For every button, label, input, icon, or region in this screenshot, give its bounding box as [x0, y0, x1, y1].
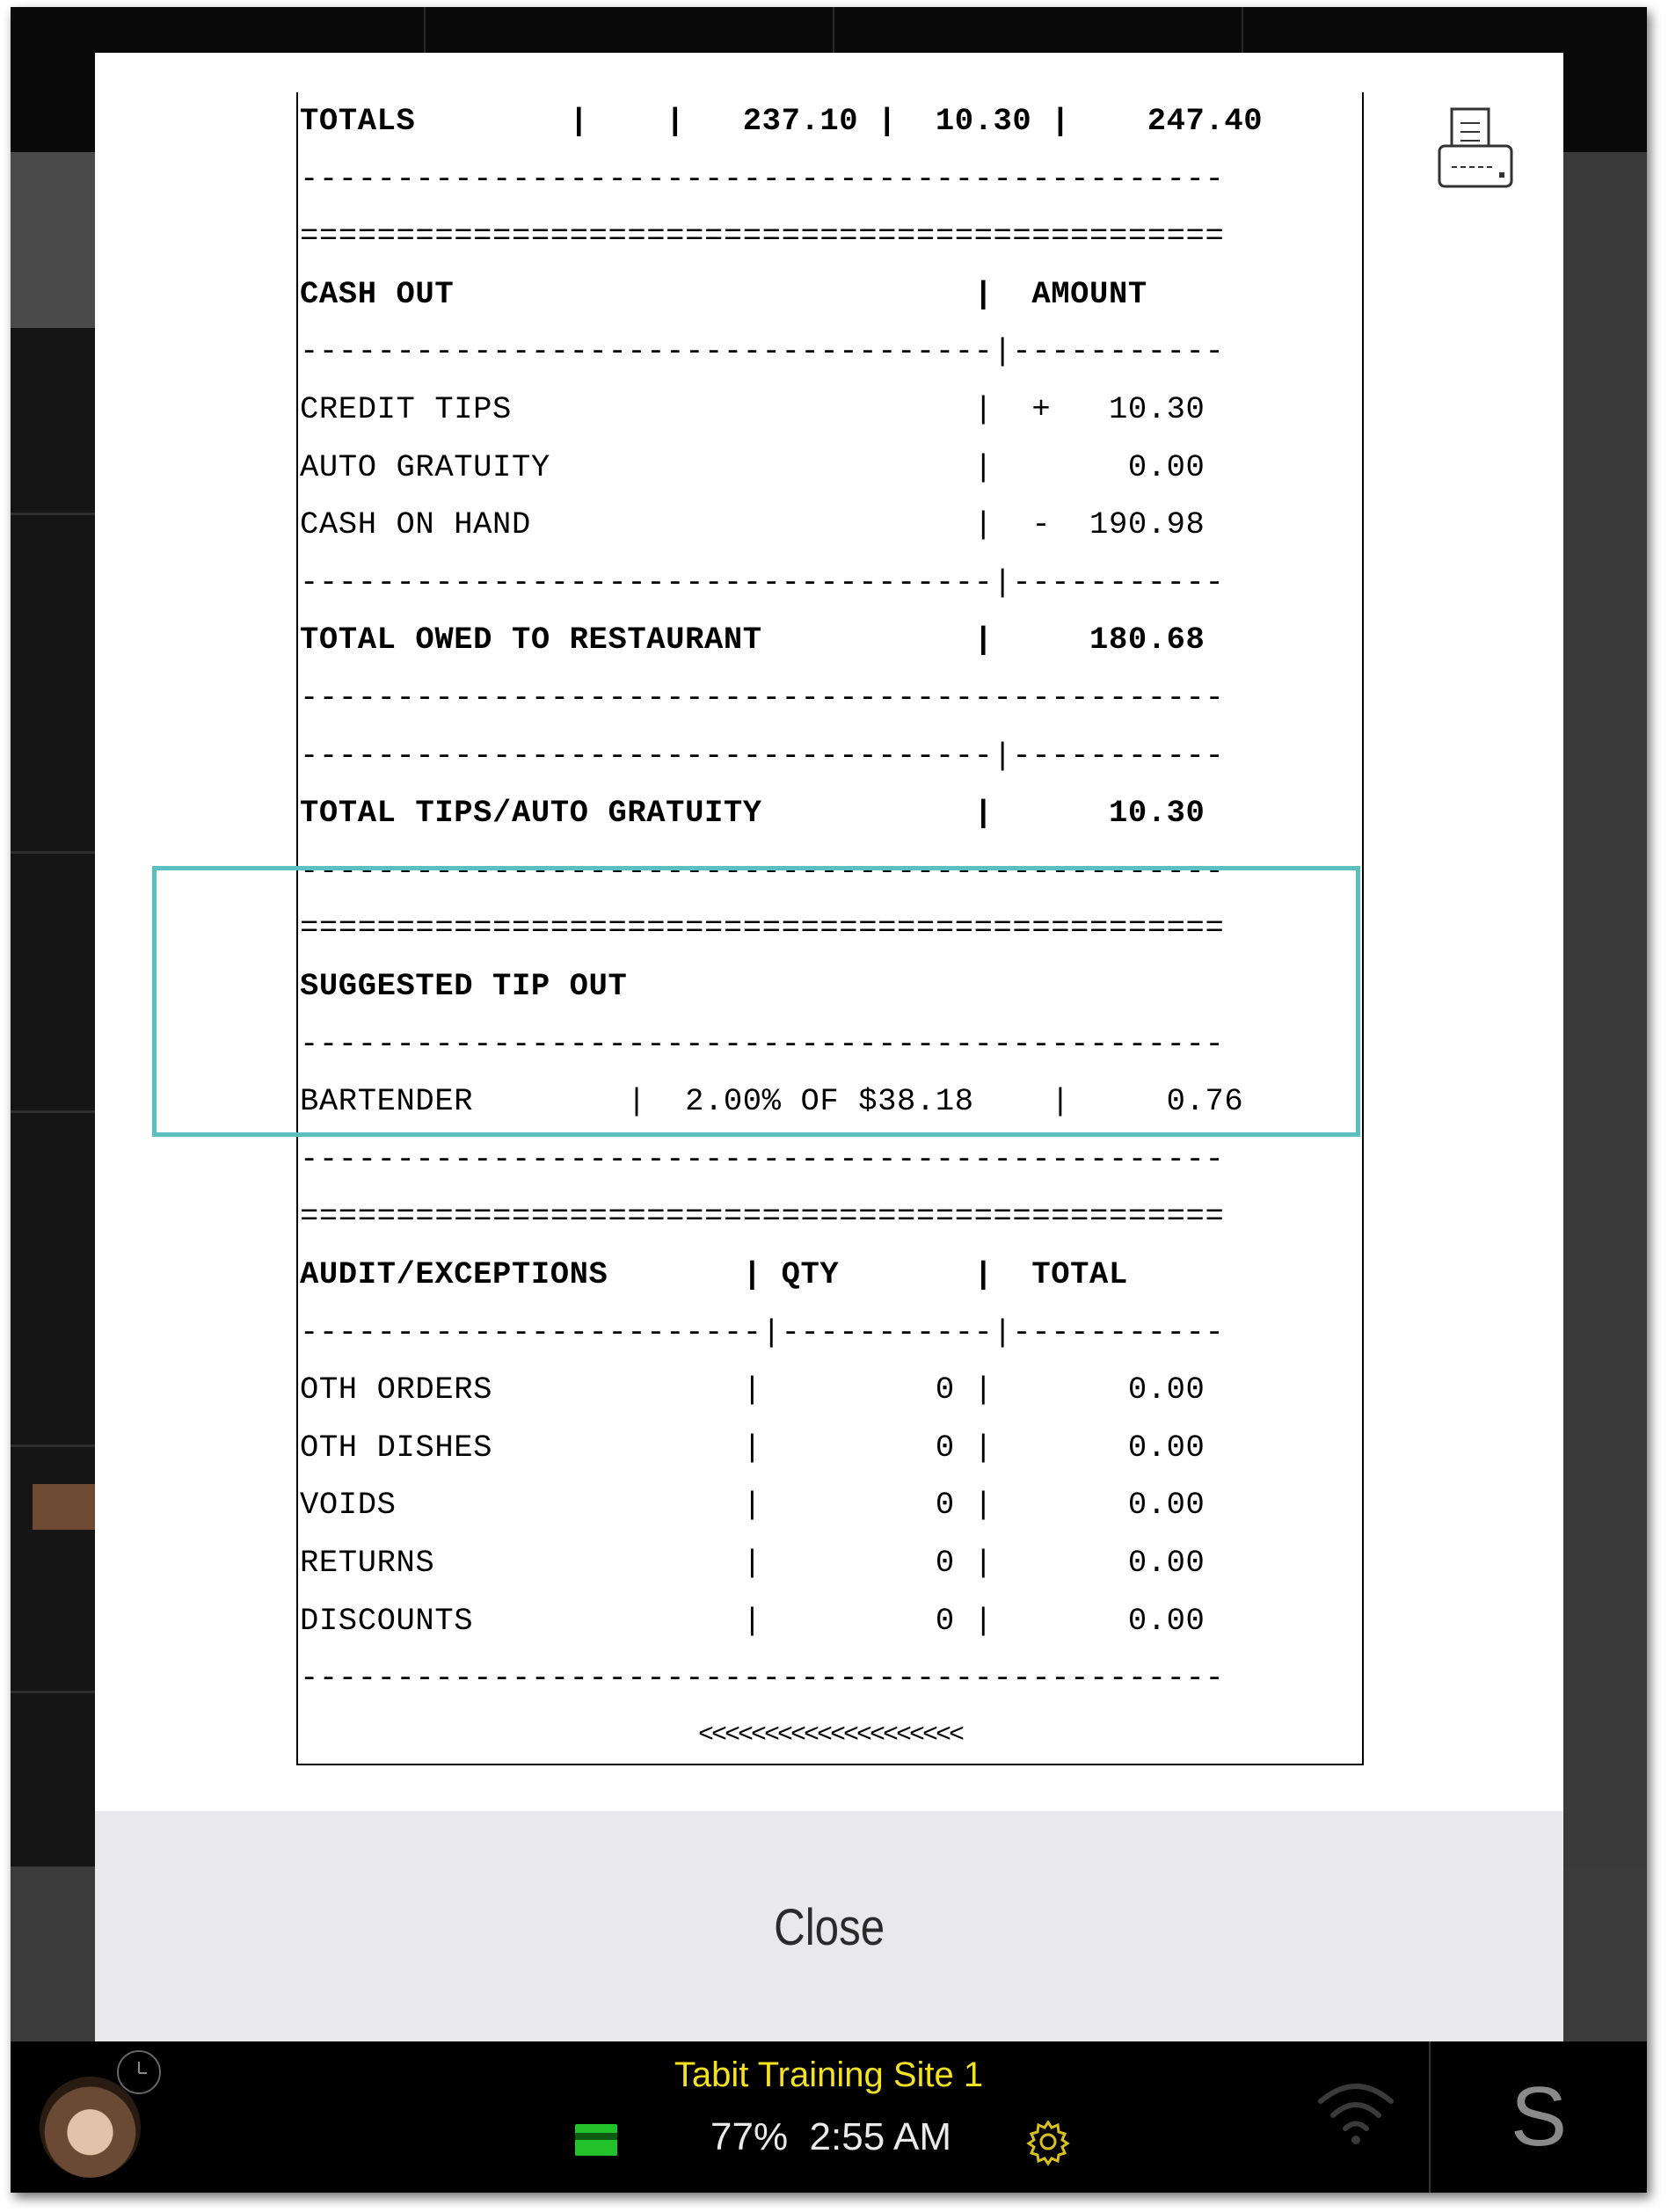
background-left-panel	[11, 328, 98, 1866]
clock-time: 2:55 AM	[809, 2115, 951, 2158]
receipt-line: ------------------------------------------------	[300, 852, 1225, 889]
receipt-line: ------------------------|-----------|-----------	[300, 1313, 1225, 1350]
receipt-line: RETURNS | 0 | 0.00	[300, 1545, 1205, 1581]
receipt-line: TOTAL OWED TO RESTAURANT | 180.68	[300, 622, 1205, 659]
receipt-line: ------------------------------------|-----------	[300, 737, 1225, 774]
receipt-line: TOTAL TIPS/AUTO GRATUITY | 10.30	[300, 795, 1205, 832]
receipt-paper	[296, 92, 1364, 1765]
receipt-line: VOIDS | 0 | 0.00	[300, 1487, 1205, 1524]
close-button-label: Close	[773, 1898, 885, 1956]
receipt-line: ================================================	[300, 218, 1225, 255]
credit-card-icon	[573, 2122, 619, 2157]
receipt-modal	[95, 53, 1563, 2043]
receipt-line: DISCOUNTS | 0 | 0.00	[300, 1602, 1205, 1639]
receipt-line: ------------------------------------------------	[300, 680, 1225, 716]
receipt-line: ================================================	[300, 1198, 1225, 1235]
receipt-line: SUGGESTED TIP OUT	[300, 968, 628, 1004]
receipt-line: OTH DISHES | 0 | 0.00	[300, 1429, 1205, 1466]
receipt-line: ================================================	[300, 910, 1225, 947]
close-button[interactable]	[95, 1811, 1563, 2043]
receipt-line: ------------------------------------------------	[300, 160, 1225, 197]
app-screen	[11, 7, 1647, 2193]
receipt-line: ------------------------------------|-----------	[300, 333, 1225, 370]
settings-gear-icon[interactable]	[1023, 2117, 1073, 2166]
wifi-icon	[1314, 2075, 1398, 2149]
site-name: Tabit Training Site 1	[674, 2056, 984, 2094]
receipt-end-marker: <<<<<<<<<<<<<<<<<<<<	[697, 1721, 963, 1750]
background-right-panel	[1559, 152, 1647, 2042]
receipt-line: BARTENDER | 2.00% OF $38.18 | 0.76	[300, 1083, 1244, 1120]
receipt-line: AUDIT/EXCEPTIONS | QTY | TOTAL	[300, 1256, 1128, 1292]
receipt-line: CASH OUT | AMOUNT	[300, 275, 1147, 312]
receipt-line: ------------------------------------------------	[300, 1025, 1225, 1062]
receipt-line: CASH ON HAND | - 190.98	[300, 506, 1205, 543]
receipt-line: ------------------------------------------------	[300, 1660, 1225, 1697]
battery-level: 77%	[710, 2115, 789, 2158]
receipt-line: AUTO GRATUITY | 0.00	[300, 448, 1205, 485]
printer-icon	[1436, 106, 1515, 193]
receipt-line: TOTALS | | 237.10 | 10.30 | 247.40	[300, 103, 1264, 139]
receipt-line: CREDIT TIPS | + 10.30	[300, 391, 1205, 427]
status-bar	[11, 2041, 1647, 2193]
print-button[interactable]	[1436, 106, 1515, 193]
user-initial-button[interactable]: S	[1510, 2070, 1568, 2164]
status-row	[573, 2115, 1101, 2168]
receipt-line: ------------------------------------------------	[300, 1140, 1225, 1177]
receipt-line: ------------------------------------|-----------	[300, 564, 1225, 600]
receipt-line: OTH ORDERS | 0 | 0.00	[300, 1372, 1205, 1408]
background-accent	[33, 1484, 98, 1530]
